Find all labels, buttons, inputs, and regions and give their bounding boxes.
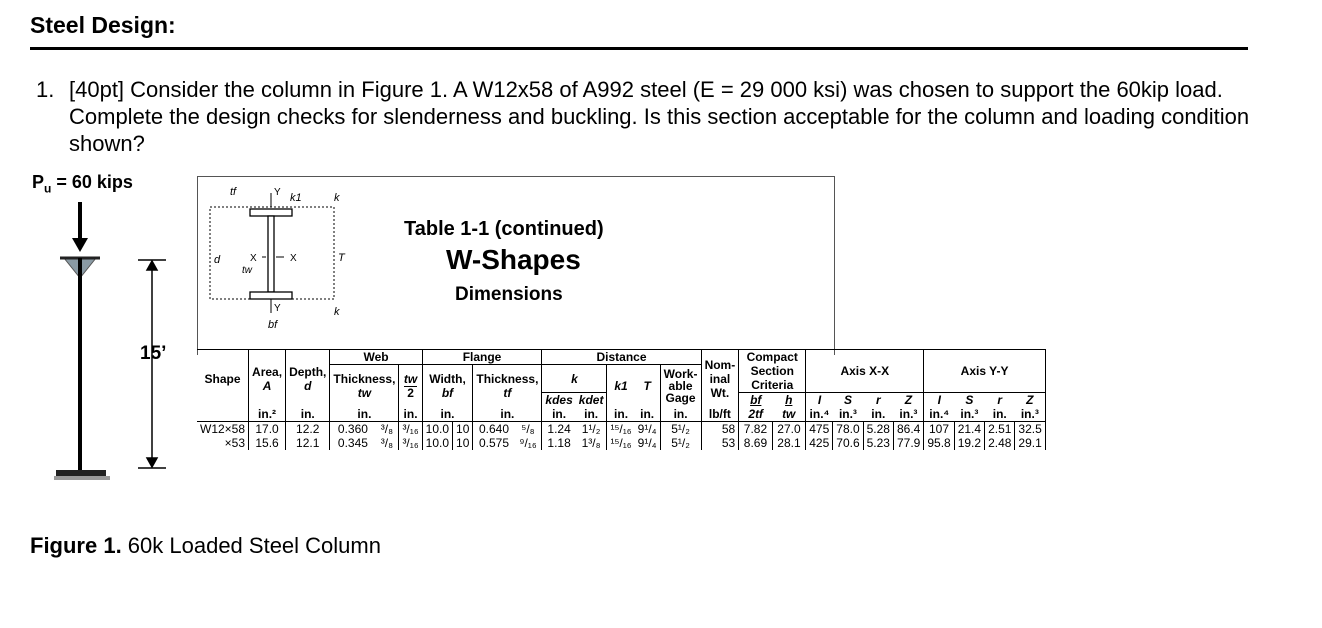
col-Zx: Z (904, 393, 913, 407)
col-Sy: S (965, 393, 974, 407)
load-arrow-icon (72, 202, 88, 252)
units-row: in.² in. in. in. in. in. in. in. in. in. in. lb/ft 2tf tw in.⁴ in.³ in. in.³ in.⁴ in.³ in. in.³ (197, 407, 1045, 422)
column-diagram (30, 198, 200, 488)
col-rx: r (875, 393, 881, 407)
load-subscript: u (44, 181, 52, 196)
group-web: Web (330, 350, 422, 365)
col-Sx: S (843, 393, 852, 407)
group-axis-x: Axis X-X (806, 350, 924, 393)
col-bf2tf: bf (739, 393, 773, 408)
problem-number: 1. (36, 77, 55, 102)
tf-label: tf (230, 186, 237, 198)
col-area: Area, A (249, 350, 286, 408)
group-flange: Flange (422, 350, 542, 365)
col-Iy: I (924, 393, 954, 408)
figure-caption-text: 60k Loaded Steel Column (121, 533, 381, 558)
col-depth: Depth, d (286, 350, 330, 408)
table-row: W12×58 17.0 12.2 0.360 ³/₈ ³/₁₆ 10.0 10 0.640 ⁵/₈ 1.24 1¹/₂ ¹⁵/₁₆ 9¹/₄ 5¹/₂ 58 7.82 27.0 475 78.0 5.28 86.4 107 21.4 2.51 32.5 (197, 422, 1045, 437)
figure-caption (30, 533, 381, 559)
col-shape: Shape (197, 350, 249, 408)
table-subtitle: W-Shapes (446, 244, 581, 275)
t-label: T (338, 252, 345, 264)
x-right-label: X (290, 253, 297, 264)
table-title: Table 1-1 (continued) (404, 218, 604, 240)
col-T: T (643, 379, 651, 393)
col-flange-thickness: Thickness, tf (473, 365, 542, 408)
w-shapes-table (197, 349, 1046, 450)
col-k: k (542, 365, 607, 393)
column-height-label: 15’ (140, 343, 167, 364)
k-bottom-label: k (334, 306, 340, 318)
heading-divider (30, 47, 1248, 50)
load-value: = 60 kips (51, 172, 133, 192)
col-htw: h (785, 393, 793, 407)
col-k1: k1 (607, 365, 635, 408)
problem-text: [40pt] Consider the column in Figure 1. A W12x58 of A992 steel (E = 29 000 ksi) was chosen to support the 60kip load. Complete the design checks for slenderness and buckling. Is this section acceptable for the column and loading condition shown? (69, 77, 1250, 156)
w-shape-diagram-icon (206, 185, 356, 335)
y-bottom-label: Y (274, 303, 281, 314)
col-kdet: kdet (578, 393, 604, 407)
group-axis-y: Axis Y-Y (924, 350, 1045, 393)
d-label: d (214, 254, 221, 266)
k-top-label: k (334, 192, 340, 204)
figure-caption-label: Figure 1. (30, 533, 122, 558)
col-ry: r (997, 393, 1003, 407)
fixed-base (56, 470, 106, 476)
col-web-half: tw 2 (399, 365, 422, 408)
load-label (32, 172, 133, 196)
col-Zy: Z (1015, 393, 1045, 408)
col-nominal-wt: Nom- inal Wt. (701, 350, 739, 408)
col-kdes: kdes (542, 393, 576, 408)
table-row: ×53 15.6 12.1 0.345 ³/₈ ³/₁₆ 10.0 10 0.575 ⁹/₁₆ 1.18 1³/₈ ¹⁵/₁₆ 9¹/₄ 5¹/₂ 53 8.69 28.1 425 70.6 5.23 77.9 95.8 19.2 2.48 29.1 (197, 436, 1045, 450)
load-symbol: P (32, 172, 45, 192)
tw-label: tw (242, 265, 252, 276)
col-workable-gage: Work- able Gage (660, 365, 701, 408)
col-web-thickness: Thickness, tw (330, 365, 399, 408)
y-top-label: Y (274, 187, 281, 198)
bf-label: bf (268, 319, 278, 331)
table-subsubtitle: Dimensions (455, 284, 563, 305)
group-distance: Distance (542, 350, 701, 365)
k1-label: k1 (290, 192, 302, 204)
x-left-label: X (250, 253, 257, 264)
col-flange-width: Width, bf (422, 365, 473, 408)
group-compact: Compact Section Criteria (739, 350, 806, 393)
section-heading: Steel Design: (30, 12, 176, 38)
col-Ix: I (806, 393, 833, 408)
